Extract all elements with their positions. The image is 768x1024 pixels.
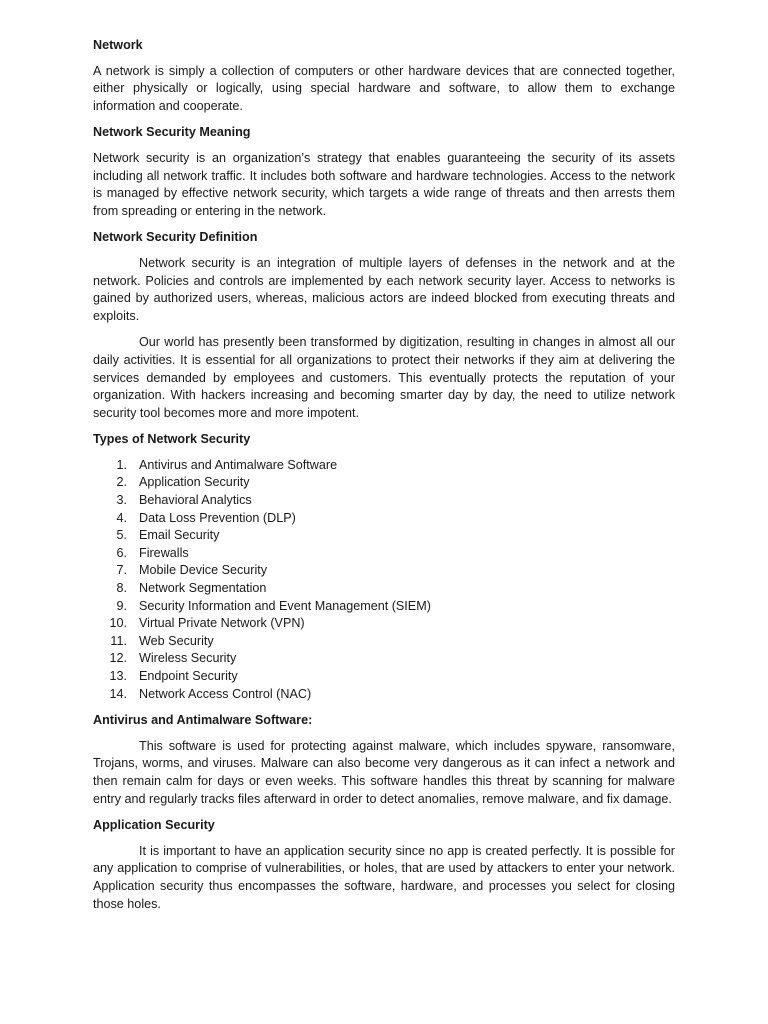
list-item-label: Endpoint Security bbox=[139, 669, 238, 683]
list-item-number: 2. bbox=[116, 475, 127, 490]
list-item-label: Network Access Control (NAC) bbox=[139, 686, 312, 701]
heading-network: Network bbox=[93, 38, 143, 52]
list-item-label: Network Segmentation bbox=[139, 581, 267, 596]
list-item bbox=[93, 545, 675, 563]
list-item-number: 14. bbox=[109, 686, 127, 701]
paragraph-definition-1: Network security is an integration of multiple layers of defenses in the network and at the network. Policies and controls are implemented by each network security layer. Access to networks is gained by authorized users, whereas, malicious actors are indeed blocked from executing threats and exploits. bbox=[93, 255, 675, 323]
paragraph-antivirus-antimalware: This software is used for protecting against malware, which includes spyware, ransomware, Trojans, worms, and viruses. Malware can also become very dangerous as it can infect a network and then remain calm for days or even weeks. This software handles this threat by scanning for malware entry and regularly tracks files afterward in order to detect anomalies, remove malware, and fix damage. bbox=[93, 738, 675, 806]
heading-application-security: Application Security bbox=[93, 818, 215, 833]
list-item bbox=[93, 510, 675, 528]
list-item-number: 7. bbox=[116, 563, 127, 578]
list-item-number: 11. bbox=[110, 633, 127, 648]
list-item-number: 8. bbox=[116, 581, 127, 596]
document-page bbox=[93, 37, 675, 922]
list-item bbox=[93, 474, 675, 492]
list-item bbox=[93, 615, 675, 633]
paragraph-network: A network is simply a collection of computers or other hardware devices that are connected together, either physically or logically, using special hardware and software, to allow them to exchange information and cooperate. bbox=[93, 63, 675, 113]
list-item-label: Firewalls bbox=[139, 545, 189, 560]
list-item-number: 6. bbox=[116, 545, 127, 560]
list-item-label: Wireless Security bbox=[139, 651, 237, 666]
list-item bbox=[93, 492, 675, 510]
paragraph-network-security-meaning: Network security is an organization’s strategy that enables guaranteeing the security of its assets including all network traffic. It includes both software and hardware technologies. Access to the network is managed by effective network security, which targets a wide range of threats and then arrests them from spreading or entering in the network. bbox=[93, 150, 675, 218]
list-item-label: Security Information and Event Management (SIEM) bbox=[139, 598, 431, 613]
list-item bbox=[93, 457, 675, 475]
list-item-number: 13. bbox=[109, 669, 127, 683]
list-item-label: Antivirus and Antimalware Software bbox=[139, 457, 338, 472]
types-list bbox=[93, 457, 675, 703]
heading-antivirus-antimalware: Antivirus and Antimalware Software: bbox=[93, 713, 313, 728]
list-item-number: 3. bbox=[116, 493, 127, 508]
list-item bbox=[93, 686, 675, 704]
list-item bbox=[93, 650, 675, 668]
list-item-label: Mobile Device Security bbox=[139, 563, 268, 578]
list-item bbox=[93, 633, 675, 651]
list-item-number: 12. bbox=[109, 651, 127, 666]
heading-network-security-definition: Network Security Definition bbox=[93, 230, 258, 245]
list-item-label: Behavioral Analytics bbox=[139, 493, 252, 508]
list-item bbox=[93, 598, 675, 616]
list-item bbox=[93, 668, 675, 686]
heading-types-of-network-security: Types of Network Security bbox=[93, 432, 251, 447]
list-item-number: 5. bbox=[116, 528, 127, 543]
list-item-label: Virtual Private Network (VPN) bbox=[139, 616, 305, 631]
list-item bbox=[93, 527, 675, 545]
list-item-number: 9. bbox=[116, 598, 127, 613]
list-item bbox=[93, 580, 675, 598]
list-item-number: 4. bbox=[116, 510, 127, 525]
list-item-label: Application Security bbox=[139, 475, 250, 490]
list-item-label: Web Security bbox=[139, 633, 214, 648]
paragraph-application-security: It is important to have an application security since no app is created perfectly. It is possible for any application to comprise of vulnerabilities, or holes, that are used by attackers to enter your network. Application security thus encompasses the software, hardware, and processes you select for closing those holes. bbox=[93, 843, 675, 911]
list-item-label: Data Loss Prevention (DLP) bbox=[139, 510, 296, 525]
heading-network-security-meaning: Network Security Meaning bbox=[93, 125, 251, 140]
list-item-number: 10. bbox=[109, 616, 127, 631]
paragraph-definition-2: Our world has presently been transformed by digitization, resulting in changes in almost all our daily activities. It is essential for all organizations to protect their networks if they aim at delivering the services demanded by employees and customers. This eventually protects the reputation of your organization. With hackers increasing and becoming smarter day by day, the need to utilize network security tool becomes more and more impotent. bbox=[93, 335, 675, 420]
list-item-label: Email Security bbox=[139, 528, 220, 543]
list-item bbox=[93, 562, 675, 580]
list-item-number: 1. bbox=[116, 457, 127, 472]
